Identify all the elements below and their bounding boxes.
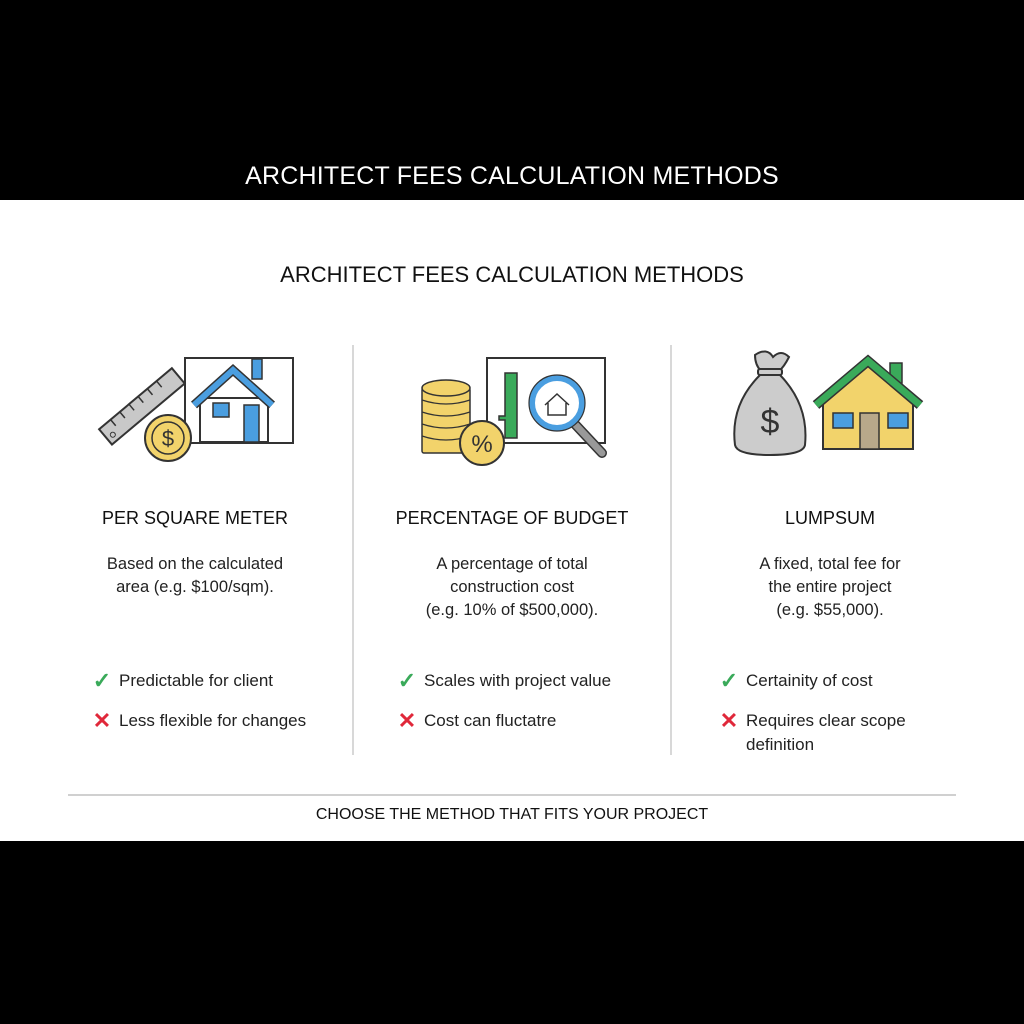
banner-title: ARCHITECT FEES CALCULATION METHODS bbox=[245, 162, 779, 190]
con-item bbox=[712, 709, 932, 757]
desc-line: construction cost bbox=[450, 578, 574, 596]
page-title: ARCHITECT FEES CALCULATION METHODS bbox=[280, 262, 744, 287]
pro-text: Predictable for client bbox=[119, 671, 274, 690]
method-description bbox=[670, 553, 990, 622]
con-item bbox=[390, 709, 611, 733]
pros-cons bbox=[390, 669, 611, 749]
check-icon: ✓ bbox=[92, 668, 112, 693]
svg-text:$: $ bbox=[760, 402, 780, 441]
method-title: PERCENTAGE OF BUDGET bbox=[395, 508, 629, 528]
cross-icon: ✕ bbox=[719, 708, 739, 733]
method-per-square-meter bbox=[35, 340, 355, 733]
desc-line: (e.g. $55,000). bbox=[776, 601, 884, 619]
pro-item bbox=[712, 669, 932, 693]
desc-line: A percentage of total bbox=[436, 555, 588, 573]
svg-text:$: $ bbox=[161, 425, 175, 451]
cross-icon: ✕ bbox=[92, 708, 112, 733]
con-text: Less flexible for changes bbox=[119, 711, 307, 730]
pro-item bbox=[85, 669, 306, 693]
con-text: Requires clear scope definition bbox=[746, 711, 906, 754]
method-description bbox=[35, 553, 355, 599]
ruler-house-coin-icon bbox=[35, 340, 355, 470]
cross-icon: ✕ bbox=[397, 708, 417, 733]
desc-line: Based on the calculated bbox=[106, 555, 284, 573]
desc-line: A fixed, total fee for bbox=[759, 555, 901, 573]
check-icon: ✓ bbox=[397, 668, 417, 693]
pro-text: Scales with project value bbox=[424, 671, 612, 690]
svg-text:%: % bbox=[471, 430, 493, 458]
method-description bbox=[352, 553, 672, 622]
method-percentage-of-budget bbox=[352, 340, 672, 733]
moneybag-house-icon bbox=[670, 340, 990, 470]
desc-line: area (e.g. $100/sqm). bbox=[116, 578, 274, 596]
coins-percent-magnifier-icon bbox=[352, 340, 672, 470]
method-title: PER SQUARE METER bbox=[101, 508, 289, 528]
pros-cons bbox=[85, 669, 306, 749]
con-text: Cost can fluctatre bbox=[424, 711, 557, 730]
check-icon: ✓ bbox=[719, 668, 739, 693]
con-item bbox=[85, 709, 306, 733]
pro-item bbox=[390, 669, 611, 693]
footer-text: CHOOSE THE METHOD THAT FITS YOUR PROJECT bbox=[315, 806, 709, 823]
footer-divider bbox=[68, 794, 956, 796]
pro-text: Certainity of cost bbox=[746, 671, 873, 690]
desc-line: (e.g. 10% of $500,000). bbox=[425, 601, 599, 619]
method-lumpsum bbox=[670, 340, 990, 754]
desc-line: the entire project bbox=[768, 578, 892, 596]
pros-cons bbox=[712, 669, 932, 773]
method-title: LUMPSUM bbox=[784, 508, 875, 528]
